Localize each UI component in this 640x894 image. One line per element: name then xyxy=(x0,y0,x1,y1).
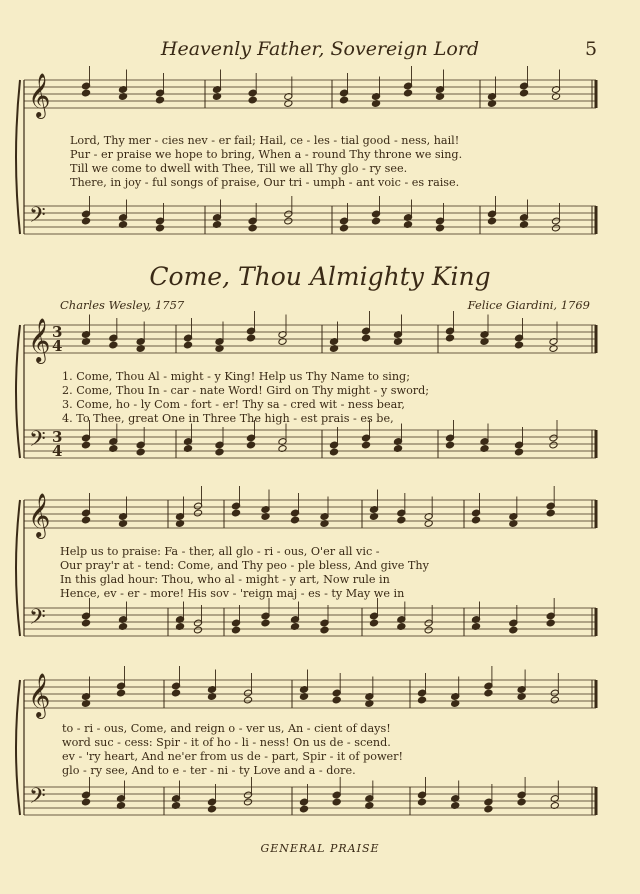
bass-clef-icon: 𝄢 xyxy=(29,605,46,635)
quarter-note xyxy=(546,619,555,627)
quarter-note xyxy=(509,626,518,634)
quarter-note xyxy=(183,341,192,349)
quarter-note xyxy=(299,805,308,813)
quarter-note xyxy=(136,448,145,456)
half-note xyxy=(424,626,433,634)
verse-4-line-2: Hence, ev - er - more! His sov - 'reign maj - es - ty May we in xyxy=(60,587,405,600)
quarter-note xyxy=(290,516,299,524)
half-note xyxy=(551,224,560,232)
quarter-note xyxy=(231,626,240,634)
verse-3-line-1: 3. Come, ho - ly Com - fort - er! Thy sa - cred wit - ness bear, xyxy=(62,398,405,411)
verse-2-line-3: word suc - cess: Spir - it of ho - li - ness! On us de - scend. xyxy=(62,736,391,749)
quarter-note xyxy=(155,224,164,232)
quarter-note xyxy=(369,619,378,627)
quarter-note xyxy=(81,619,90,627)
page-number: 5 xyxy=(585,38,598,60)
quarter-note xyxy=(339,96,348,104)
quarter-note xyxy=(397,516,406,524)
half-note xyxy=(243,798,252,806)
verse-4-line-1: 4. To Thee, great One in Three The high - est prais - es be, xyxy=(62,412,394,425)
system-brace xyxy=(16,500,20,636)
quarter-note xyxy=(116,689,125,697)
verse-3-line-3: ev - 'ry heart, And ne'er from us de - part, Spir - it of power! xyxy=(62,750,404,763)
quarter-note xyxy=(207,805,216,813)
quarter-note xyxy=(361,441,370,449)
quarter-note xyxy=(215,448,224,456)
quarter-note xyxy=(445,334,454,342)
quarter-note xyxy=(261,619,270,627)
top-verse-2: Pur - er praise we hope to bring, When a - round Thy throne we sing. xyxy=(70,148,463,161)
system-brace xyxy=(16,80,20,234)
time-signature: 3 xyxy=(52,428,63,446)
quarter-note xyxy=(155,96,164,104)
quarter-note xyxy=(487,217,496,225)
quarter-note xyxy=(332,696,341,704)
quarter-note xyxy=(246,441,255,449)
time-signature: 3 xyxy=(52,323,63,341)
quarter-note xyxy=(514,448,523,456)
quarter-note xyxy=(171,689,180,697)
half-note xyxy=(550,696,559,704)
quarter-note xyxy=(246,334,255,342)
quarter-note xyxy=(320,626,329,634)
time-signature: 4 xyxy=(52,337,63,355)
top-verse-1: Lord, Thy mer - cies nev - er fail; Hail, ce - les - tial good - ness, hail! xyxy=(70,134,460,147)
treble-clef-icon: 𝄞 xyxy=(28,493,51,537)
quarter-note xyxy=(546,509,555,517)
quarter-note xyxy=(339,224,348,232)
quarter-note xyxy=(445,441,454,449)
quarter-note xyxy=(231,509,240,517)
quarter-note xyxy=(435,224,444,232)
quarter-note xyxy=(329,448,338,456)
quarter-note xyxy=(81,441,90,449)
top-verse-4: There, in joy - ful songs of praise, Our tri - umph - ant voic - es raise. xyxy=(70,176,460,189)
treble-clef-icon: 𝄞 xyxy=(28,318,51,362)
quarter-note xyxy=(484,689,493,697)
verse-1-line-2: Help us to praise: Fa - ther, all glo - ri - ous, O'er all vic - xyxy=(60,545,380,558)
verse-1-line-1: 1. Come, Thou Al - might - y King! Help us Thy Name to sing; xyxy=(62,370,410,383)
quarter-note xyxy=(484,805,493,813)
bass-clef-icon: 𝄢 xyxy=(29,203,46,233)
quarter-note xyxy=(81,217,90,225)
composer-credit: Felice Giardini, 1769 xyxy=(467,298,590,312)
time-signature: 4 xyxy=(52,442,63,460)
quarter-note xyxy=(332,798,341,806)
quarter-note xyxy=(109,341,118,349)
verse-2-line-2: Our pray'r at - tend: Come, and Thy peo - ple bless, And give Thy xyxy=(60,559,429,572)
quarter-note xyxy=(403,89,412,97)
verse-2-line-1: 2. Come, Thou In - car - nate Word! Gird on Thy might - y sword; xyxy=(62,384,430,397)
hymn-title: Come, Thou Almighty King xyxy=(149,262,491,291)
system-brace xyxy=(16,325,20,458)
verse-4-line-3: glo - ry see, And to e - ter - ni - ty Love and a - dore. xyxy=(62,764,356,777)
quarter-note xyxy=(471,516,480,524)
quarter-note xyxy=(248,96,257,104)
quarter-note xyxy=(248,224,257,232)
running-title: Heavenly Father, Sovereign Lord xyxy=(160,38,480,60)
half-note xyxy=(193,509,202,517)
bass-clef-icon: 𝄢 xyxy=(29,427,46,457)
quarter-note xyxy=(514,341,523,349)
quarter-note xyxy=(361,334,370,342)
treble-clef-icon: 𝄞 xyxy=(28,73,51,117)
quarter-note xyxy=(417,798,426,806)
verse-3-line-2: In this glad hour: Thou, who al - might - y art, Now rule in xyxy=(60,573,390,586)
quarter-note xyxy=(417,696,426,704)
system-brace xyxy=(16,680,20,815)
author-credit: Charles Wesley, 1757 xyxy=(60,298,185,312)
half-note xyxy=(549,441,558,449)
quarter-note xyxy=(81,798,90,806)
top-verse-3: Till we come to dwell with Thee, Till we all Thy glo - ry see. xyxy=(70,162,408,175)
section-footer: GENERAL PRAISE xyxy=(260,842,380,855)
half-note xyxy=(193,626,202,634)
verse-1-line-3: to - ri - ous, Come, and reign o - ver us, An - cient of days! xyxy=(62,722,391,735)
quarter-note xyxy=(519,89,528,97)
quarter-note xyxy=(81,516,90,524)
quarter-note xyxy=(81,89,90,97)
half-note xyxy=(243,696,252,704)
treble-clef-icon: 𝄞 xyxy=(28,673,51,717)
quarter-note xyxy=(371,217,380,225)
quarter-note xyxy=(517,798,526,806)
half-note xyxy=(284,217,293,225)
bass-clef-icon: 𝄢 xyxy=(29,784,46,814)
